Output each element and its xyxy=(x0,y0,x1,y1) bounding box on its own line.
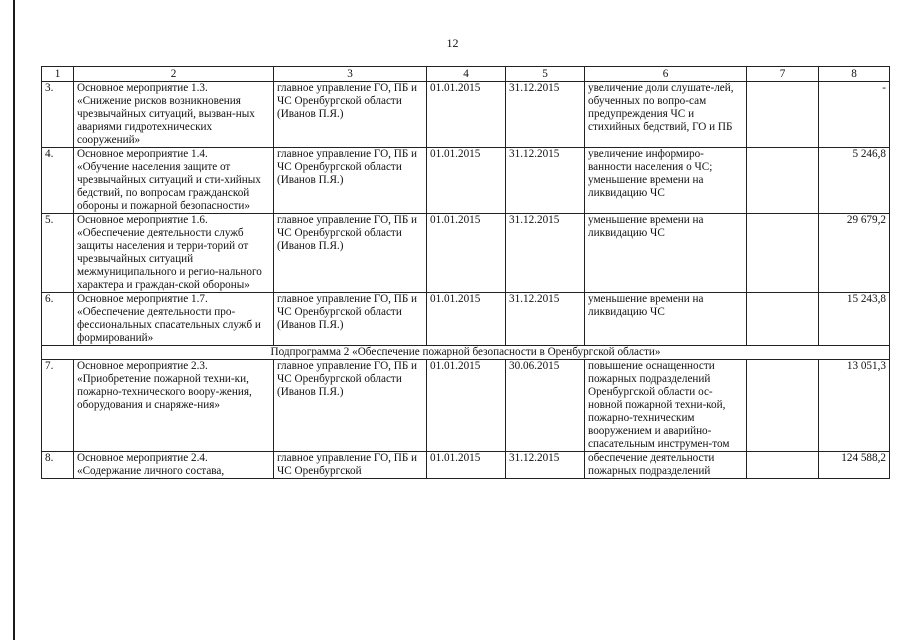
amount-cell: 29 679,2 xyxy=(819,214,890,293)
row-number: 7. xyxy=(42,360,74,452)
table-row xyxy=(42,82,890,148)
end-date-cell: 31.12.2015 xyxy=(506,82,585,148)
column-header: 6 xyxy=(585,67,747,82)
executor-cell: главное управление ГО, ПБ и ЧС Оренбургской области (Иванов П.Я.) xyxy=(274,293,427,346)
amount-cell: 5 246,8 xyxy=(819,148,890,214)
end-date-cell: 31.12.2015 xyxy=(506,293,585,346)
column-7-cell xyxy=(747,214,819,293)
column-header: 1 xyxy=(42,67,74,82)
row-number: 6. xyxy=(42,293,74,346)
result-cell: уменьшение времени на ликвидацию ЧС xyxy=(585,293,747,346)
column-header: 3 xyxy=(274,67,427,82)
end-date-cell: 31.12.2015 xyxy=(506,452,585,479)
column-7-cell xyxy=(747,452,819,479)
page-number: 12 xyxy=(446,36,459,50)
end-date-cell: 30.06.2015 xyxy=(506,360,585,452)
table-row xyxy=(42,293,890,346)
column-7-cell xyxy=(747,148,819,214)
result-cell: увеличение доли слушате-лей, обученных по вопро-сам предупреждения ЧС и стихийных бедствий, ГО и ПБ xyxy=(585,82,747,148)
start-date-cell: 01.01.2015 xyxy=(427,214,506,293)
measures-table xyxy=(41,66,890,479)
table-row xyxy=(42,214,890,293)
executor-cell: главное управление ГО, ПБ и ЧС Оренбургской области (Иванов П.Я.) xyxy=(274,148,427,214)
column-header: 7 xyxy=(747,67,819,82)
executor-cell: главное управление ГО, ПБ и ЧС Оренбургской xyxy=(274,452,427,479)
result-cell: увеличение информиро-ванности населения о ЧС; уменьшение времени на ликвидацию ЧС xyxy=(585,148,747,214)
end-date-cell: 31.12.2015 xyxy=(506,214,585,293)
amount-cell: 13 051,3 xyxy=(819,360,890,452)
event-cell: Основное мероприятие 2.3. «Приобретение пожарной техни-ки, пожарно-технического воору-жения, оборудования и снаряже-ния» xyxy=(74,360,274,452)
start-date-cell: 01.01.2015 xyxy=(427,293,506,346)
event-cell: Основное мероприятие 1.4. «Обучение населения защите от чрезвычайных ситуаций и сти-хийных бедствий, по вопросам гражданской обороны и пожарной безопасности» xyxy=(74,148,274,214)
column-7-cell xyxy=(747,293,819,346)
event-cell: Основное мероприятие 1.3. «Снижение рисков возникновения чрезвычайных ситуаций, вызван-ных авариями гидротехнических сооружений» xyxy=(74,82,274,148)
start-date-cell: 01.01.2015 xyxy=(427,360,506,452)
event-cell: Основное мероприятие 1.7. «Обеспечение деятельности про-фессиональных спасательных служб и формирований» xyxy=(74,293,274,346)
column-number-row xyxy=(42,67,890,82)
column-header: 2 xyxy=(74,67,274,82)
column-7-cell xyxy=(747,82,819,148)
result-cell: повышение оснащенности пожарных подразделений Оренбургской области ос-новной пожарной техни-кой, пожарно-техническим вооружением и аварийно-спасательным инструмен-том xyxy=(585,360,747,452)
result-cell: уменьшение времени на ликвидацию ЧС xyxy=(585,214,747,293)
amount-cell: - xyxy=(819,82,890,148)
section-row xyxy=(42,346,890,360)
end-date-cell: 31.12.2015 xyxy=(506,148,585,214)
amount-cell: 124 588,2 xyxy=(819,452,890,479)
column-7-cell xyxy=(747,360,819,452)
column-header: 5 xyxy=(506,67,585,82)
start-date-cell: 01.01.2015 xyxy=(427,452,506,479)
row-number: 3. xyxy=(42,82,74,148)
start-date-cell: 01.01.2015 xyxy=(427,82,506,148)
column-header: 8 xyxy=(819,67,890,82)
executor-cell: главное управление ГО, ПБ и ЧС Оренбургской области (Иванов П.Я.) xyxy=(274,82,427,148)
row-number: 5. xyxy=(42,214,74,293)
table-row xyxy=(42,148,890,214)
binding-line xyxy=(13,0,15,640)
table-row xyxy=(42,360,890,452)
result-cell: обеспечение деятельности пожарных подразделений xyxy=(585,452,747,479)
event-cell: Основное мероприятие 1.6. «Обеспечение деятельности служб защиты населения и терри-торий от чрезвычайных ситуаций межмуниципального и регио-нального характера и граждан-ской обороны» xyxy=(74,214,274,293)
column-header: 4 xyxy=(427,67,506,82)
amount-cell: 15 243,8 xyxy=(819,293,890,346)
row-number: 8. xyxy=(42,452,74,479)
event-cell: Основное мероприятие 2.4. «Содержание личного состава, xyxy=(74,452,274,479)
table-row xyxy=(42,452,890,479)
subprogram-title: Подпрограмма 2 «Обеспечение пожарной безопасности в Оренбургской области» xyxy=(42,346,890,360)
row-number: 4. xyxy=(42,148,74,214)
executor-cell: главное управление ГО, ПБ и ЧС Оренбургской области (Иванов П.Я.) xyxy=(274,360,427,452)
executor-cell: главное управление ГО, ПБ и ЧС Оренбургской области (Иванов П.Я.) xyxy=(274,214,427,293)
start-date-cell: 01.01.2015 xyxy=(427,148,506,214)
